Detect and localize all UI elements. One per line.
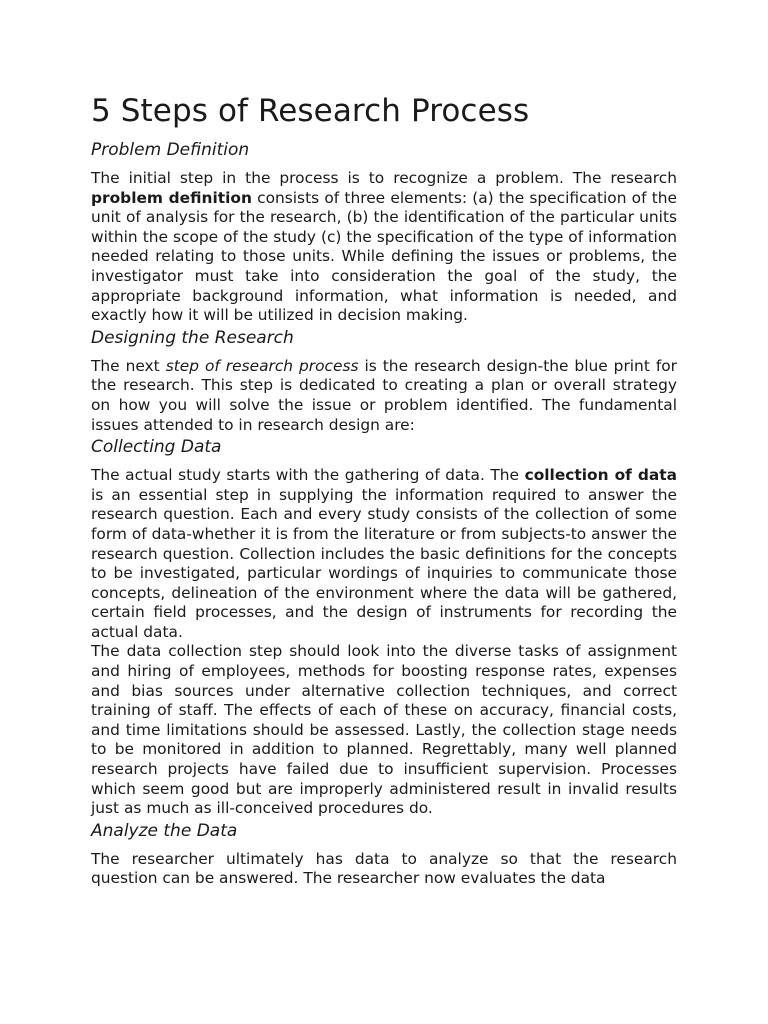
paragraph-problem-definition [91, 169, 677, 326]
text-run: is the research design-the blue print for the research. This step is dedicated to creating a plan or overall strategy on how you will solve the issue or problem identified. The fundamental issues attended to in research design are: [91, 356, 677, 434]
text-run: is an essential step in supplying the information required to answer the research question. Each and every study consists of the collection of some form of data-whether it is from the literature or from subjects-to answer the research question. Collection includes the basic definitions for the concepts to be investigated, particular wordings of inquiries to communicate those concepts, delineation of the environment where the data will be gathered, certain field processes, and the design of instruments for recording the actual data. [91, 485, 677, 641]
bold-term: collection of data [524, 466, 677, 485]
text-run: consists of three elements: (a) the specification of the unit of analysis for the research, (b) the identification of the particular units within the scope of the study (c) the specification of the type of information needed relating to those units. While defining the issues or problems, the investigator must take into consideration the goal of the study, the appropriate background information, what information is needed, and exactly how it will be utilized in decision making. [91, 188, 677, 325]
bold-term: problem definition [91, 188, 252, 207]
paragraph-collecting-data-1 [91, 466, 677, 642]
section-heading-problem-definition: Problem Definition [91, 140, 250, 160]
document-page [91, 92, 677, 889]
text-run: The actual study starts with the gathering of data. The [91, 466, 525, 485]
paragraph-designing-research [91, 357, 677, 435]
text-run: The next [91, 356, 166, 375]
text-run: The initial step in the process is to recognize a problem. The research [91, 169, 677, 187]
section-heading-analyze-data: Analyze the Data [91, 820, 238, 841]
italic-term: step of research process [165, 356, 359, 375]
section-heading-designing-research: Designing the Research [91, 327, 294, 348]
paragraph-analyze-data: The researcher ultimately has data to analyze so that the research question can be answered. The researcher now evaluates the data [91, 849, 677, 888]
section-heading-collecting-data: Collecting Data [91, 437, 222, 458]
paragraph-collecting-data-2: The data collection step should look into the diverse tasks of assignment and hiring of employees, methods for boosting response rates, expenses and bias sources under alternative collection techniques, and correct training of staff. The effects of each of these on accuracy, financial costs, and time limitations should be assessed. Lastly, the collection stage needs to be monitored in addition to planned. Regrettably, many well planned research projects have failed due to insufficient supervision. Processes which seem good but are improperly administered result in invalid results just as much as ill-conceived procedures do. [91, 642, 677, 818]
page-title: 5 Steps of Research Process [91, 93, 530, 129]
